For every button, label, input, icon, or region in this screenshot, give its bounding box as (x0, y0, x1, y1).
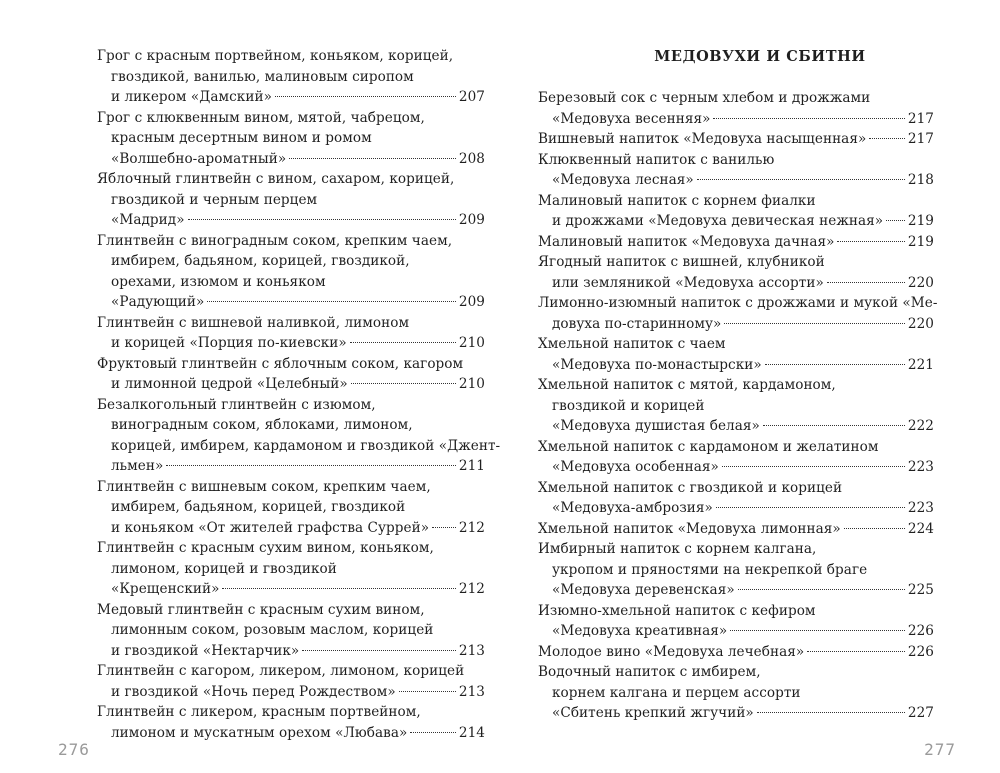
toc-page-number: 219 (907, 213, 934, 229)
dot-leader (166, 465, 456, 466)
toc-entry-title: лимоном, корицей и гвоздикой (111, 560, 337, 577)
toc-entry (538, 191, 934, 232)
toc-entry-line (97, 190, 485, 211)
toc-entry-line (97, 169, 485, 190)
toc-entry-line (97, 600, 485, 621)
toc-entry (538, 252, 934, 293)
toc-entry-title: гвоздикой и черным перцем (111, 191, 318, 208)
toc-entry-title: «Медовуха душистая белая» (552, 418, 760, 434)
toc-entry-line (538, 683, 934, 704)
toc-entry-title: Клюквенный напиток с ванилью (538, 151, 775, 168)
dot-leader (722, 466, 905, 467)
toc-entry (538, 601, 934, 642)
toc-entry-title: корицей, имбирем, кардамоном и гвоздикой «Джент- (111, 437, 501, 454)
toc-entry (538, 232, 934, 253)
dot-leader (724, 323, 905, 324)
toc-entry-title: и коньяком «От жителей графства Суррей» (111, 519, 430, 536)
toc-entry-title: и дрожжами «Медовуха девическая нежная» (552, 213, 884, 229)
toc-entry (538, 437, 934, 478)
toc-entry-line (97, 46, 485, 67)
toc-page-number: 207 (458, 89, 485, 105)
right-page (500, 0, 1000, 773)
dot-leader (844, 528, 905, 529)
toc-page-number: 210 (458, 335, 485, 351)
toc-entry-last-line (538, 273, 934, 294)
toc-page-number: 208 (458, 150, 485, 167)
toc-entry (538, 129, 934, 150)
toc-entry-title: «Крещенский» (111, 581, 220, 597)
toc-entry-last-line (97, 87, 485, 108)
toc-entry-line (97, 354, 485, 375)
toc-page-number: 217 (907, 131, 934, 147)
dot-leader (763, 425, 905, 426)
toc-entry-title: орехами, изюмом и коньяком (111, 273, 326, 290)
toc-entry-last-line (538, 129, 934, 150)
toc-page-number: 217 (907, 110, 934, 127)
section-heading: МЕДОВУХИ И СБИТНИ (654, 48, 866, 65)
toc-page-number: 220 (907, 315, 934, 332)
toc-entry (97, 354, 485, 395)
dot-leader (716, 507, 905, 508)
toc-entry (97, 313, 485, 354)
toc-entry-title: льмен» (111, 458, 164, 474)
toc-entry-line (538, 375, 934, 396)
toc-list-left (97, 46, 501, 743)
toc-entry-title: Медовый глинтвейн с красным сухим вином, (97, 601, 425, 618)
toc-page-number: 223 (907, 459, 934, 475)
toc-entry-last-line (538, 416, 934, 437)
toc-entry-title: «Медовуха весенняя» (552, 110, 711, 127)
toc-page-number: 213 (458, 683, 485, 700)
dot-leader (827, 282, 905, 283)
toc-entry-title: Молодое вино «Медовуха лечебная» (538, 643, 805, 660)
toc-entry-line (97, 251, 485, 272)
dot-leader (757, 712, 905, 713)
toc-entry-title: Хмельной напиток «Медовуха лимонная» (538, 520, 841, 537)
toc-entry-line (97, 313, 485, 334)
toc-entry-last-line (538, 519, 934, 540)
toc-entry-line (538, 396, 934, 417)
toc-entry-title: и ликером «Дамский» (111, 89, 272, 105)
toc-entry-line (97, 415, 485, 436)
toc-entry-line (97, 67, 485, 88)
toc-page-number: 225 (907, 582, 934, 598)
dot-leader (188, 219, 456, 220)
dot-leader (807, 651, 905, 652)
toc-entry-line (538, 88, 934, 109)
dot-leader (275, 96, 456, 97)
toc-entry-title: Ягодный напиток с вишней, клубникой (538, 254, 825, 270)
dot-leader (399, 691, 456, 692)
toc-entry-title: «Волшебно-ароматный» (111, 150, 287, 167)
toc-entry-title: Вишневый напиток «Медовуха насыщенная» (538, 131, 867, 147)
toc-page-number: 224 (907, 520, 934, 537)
toc-entry-title: Глинтвейн с вишневым соком, крепким чаем, (97, 478, 431, 495)
toc-entry-title: Хмельной напиток с кардамоном и желатином (538, 438, 879, 455)
toc-entry-title: Малиновый напиток «Медовуха дачная» (538, 233, 835, 250)
toc-entry (97, 600, 485, 662)
toc-entry-last-line (97, 210, 485, 231)
toc-entry-title: укропом и пряностями на некрепкой браге (552, 561, 868, 578)
toc-entry (538, 642, 934, 663)
toc-entry (97, 108, 485, 170)
dot-leader (432, 527, 456, 528)
toc-entry-line (538, 334, 934, 355)
toc-entry-title: Безалкогольный глинтвейн с изюмом, (97, 396, 376, 413)
toc-entry-title: Яблочный глинтвейн с вином, сахаром, корицей, (97, 171, 455, 187)
toc-entry-line (538, 539, 934, 560)
toc-entry-title: «Медовуха-амброзия» (552, 500, 713, 516)
toc-entry-line (97, 497, 485, 518)
toc-entry-title: «Медовуха лесная» (552, 172, 694, 188)
toc-entry (97, 702, 485, 743)
toc-entry (97, 231, 485, 313)
toc-entry-title: Хмельной напиток с гвоздикой и корицей (538, 479, 843, 496)
toc-entry-title: Хмельной напиток с чаем (538, 336, 726, 352)
toc-entry-title: и гвоздикой «Нектарчик» (111, 642, 300, 659)
toc-entry-line (97, 436, 501, 457)
toc-entry (538, 519, 934, 540)
toc-entry-last-line (538, 211, 934, 232)
toc-entry-title: Грог с клюквенным вином, мятой, чабрецом, (97, 109, 425, 126)
toc-entry (538, 539, 934, 601)
toc-entry-last-line (538, 232, 934, 253)
toc-entry-line (538, 191, 934, 212)
dot-leader (207, 301, 456, 302)
toc-entry-title: и корицей «Порция по-киевски» (111, 335, 347, 351)
dot-leader (837, 241, 904, 242)
toc-entry-line (97, 128, 485, 149)
toc-entry-line (97, 538, 485, 559)
toc-entry (97, 46, 485, 108)
toc-entry-title: виноградным соком, яблоками, лимоном, (111, 417, 413, 433)
toc-page-number: 210 (458, 376, 485, 392)
page-number-right: 277 (924, 740, 956, 759)
toc-entry-last-line (538, 457, 934, 478)
toc-page-number: 211 (458, 458, 485, 474)
toc-entry-title: или земляникой «Медовуха ассорти» (552, 274, 824, 291)
toc-entry-line (538, 478, 934, 499)
toc-entry-title: имбирем, бадьяном, корицей, гвоздикой, (111, 253, 410, 269)
toc-entry-line (538, 150, 934, 171)
toc-entry-title: Малиновый напиток с корнем фиалки (538, 192, 816, 209)
toc-page-number: 223 (907, 500, 934, 516)
toc-entry-last-line (97, 333, 485, 354)
toc-entry-title: Имбирный напиток с корнем калгана, (538, 541, 817, 557)
toc-entry-title: лимонным соком, розовым маслом, корицей (111, 622, 434, 638)
toc-page-number: 213 (458, 642, 485, 659)
toc-entry-line (97, 702, 485, 723)
toc-entry (538, 662, 934, 724)
toc-entry-line (538, 293, 938, 314)
dot-leader (765, 364, 905, 365)
toc-entry-title: лимоном и мускатным орехом «Любава» (111, 724, 408, 741)
toc-entry (538, 334, 934, 375)
dot-leader (302, 650, 456, 651)
toc-page-number: 218 (907, 172, 934, 188)
dot-leader (350, 342, 456, 343)
toc-entry-title: Глинтвейн с виноградным соком, крепким чаем, (97, 232, 453, 249)
dot-leader (289, 158, 456, 159)
toc-page-number: 212 (458, 519, 485, 536)
dot-leader (738, 589, 905, 590)
toc-entry-title: Глинтвейн с вишневой наливкой, лимоном (97, 314, 410, 331)
toc-entry-line (538, 560, 934, 581)
toc-entry-last-line (538, 109, 934, 130)
toc-entry-title: «Медовуха по-монастырски» (552, 356, 762, 373)
toc-entry-last-line (97, 579, 485, 600)
toc-entry-last-line (97, 518, 485, 539)
toc-page-number: 226 (907, 643, 934, 660)
toc-entry-title: «Медовуха креативная» (552, 623, 728, 639)
toc-entry (538, 150, 934, 191)
dot-leader (730, 630, 905, 631)
dot-leader (886, 220, 905, 221)
toc-entry-last-line (538, 355, 934, 376)
toc-entry-title: «Сбитень крепкий жгучий» (552, 705, 754, 721)
toc-entry-title: корнем калгана и перцем ассорти (552, 684, 801, 701)
toc-page-number: 221 (907, 356, 934, 373)
toc-entry-last-line (97, 641, 485, 662)
toc-entry-line (97, 231, 485, 252)
toc-page-number: 222 (907, 418, 934, 434)
toc-entry-last-line (97, 682, 485, 703)
toc-entry-title: Глинтвейн с кагором, ликером, лимоном, корицей (97, 663, 465, 679)
toc-entry-title: «Радующий» (111, 294, 205, 310)
toc-entry (97, 661, 485, 702)
toc-entry-last-line (97, 149, 485, 170)
toc-entry (538, 88, 934, 129)
toc-entry-title: «Медовуха особенная» (552, 459, 719, 475)
toc-entry-line (538, 662, 934, 683)
dot-leader (697, 179, 905, 180)
dot-leader (222, 588, 455, 589)
toc-entry-last-line (538, 703, 934, 724)
toc-entry-title: «Медовуха деревенская» (552, 582, 735, 598)
toc-entry-line (97, 559, 485, 580)
toc-entry-line (97, 395, 485, 416)
toc-entry-title: довуха по-старинному» (552, 315, 722, 332)
toc-page-number: 214 (458, 724, 485, 741)
toc-entry-last-line (538, 314, 934, 335)
toc-entry-last-line (538, 580, 934, 601)
toc-entry-line (97, 108, 485, 129)
toc-entry-last-line (538, 621, 934, 642)
toc-entry-line (97, 272, 485, 293)
toc-page-number: 209 (458, 294, 485, 310)
toc-entry-line (538, 601, 934, 622)
toc-entry-title: имбирем, бадьяном, корицей, гвоздикой (111, 499, 406, 515)
toc-entry-title: Фруктовый глинтвейн с яблочным соком, кагором (97, 355, 464, 372)
toc-entry-last-line (97, 292, 485, 313)
toc-entry-last-line (538, 498, 934, 519)
toc-page-number: 220 (907, 274, 934, 291)
toc-entry-last-line (538, 642, 934, 663)
toc-page-number: 226 (907, 623, 934, 639)
toc-entry-title: Березовый сок с черным хлебом и дрожжами (538, 90, 871, 106)
toc-entry-last-line (97, 374, 485, 395)
toc-entry-last-line (538, 170, 934, 191)
toc-entry-title: Глинтвейн с ликером, красным портвейном, (97, 704, 421, 720)
toc-entry-title: «Мадрид» (111, 212, 185, 228)
toc-entry (538, 293, 938, 334)
toc-entry-line (97, 620, 485, 641)
toc-entry-title: Водочный напиток с имбирем, (538, 664, 761, 680)
toc-entry-title: Лимонно-изюмный напиток с дрожжами и мукой «Ме- (538, 295, 938, 311)
toc-entry (538, 375, 934, 437)
toc-entry-title: Хмельной напиток с мятой, кардамоном, (538, 377, 836, 393)
toc-entry-last-line (97, 456, 485, 477)
toc-list-right (538, 88, 938, 724)
toc-entry (97, 538, 485, 600)
toc-entry-last-line (97, 723, 485, 744)
toc-entry-title: гвоздикой, ванилью, малиновым сиропом (111, 68, 414, 85)
toc-entry-line (538, 252, 934, 273)
toc-entry-title: красным десертным вином и ромом (111, 130, 372, 146)
toc-entry (97, 395, 501, 477)
toc-page-number: 209 (458, 212, 485, 228)
toc-entry-line (97, 661, 485, 682)
toc-entry-line (97, 477, 485, 498)
dot-leader (410, 732, 456, 733)
toc-entry (97, 477, 485, 539)
toc-page-number: 219 (907, 233, 934, 250)
page-number-left: 276 (58, 740, 90, 759)
toc-page-number: 227 (907, 705, 934, 721)
toc-entry (538, 478, 934, 519)
dot-leader (713, 118, 904, 119)
toc-entry (97, 169, 485, 231)
dot-leader (351, 383, 456, 384)
toc-entry-title: Грог с красным портвейном, коньяком, корицей, (97, 48, 454, 64)
toc-entry-title: гвоздикой и корицей (552, 397, 705, 414)
dot-leader (869, 138, 905, 139)
toc-entry-title: Глинтвейн с красным сухим вином, коньяком, (97, 540, 434, 556)
toc-entry-title: и гвоздикой «Ночь перед Рождеством» (111, 683, 396, 700)
toc-entry-title: Изюмно-хмельной напиток с кефиром (538, 602, 816, 619)
toc-entry-title: и лимонной цедрой «Целебный» (111, 376, 348, 392)
toc-entry-line (538, 437, 934, 458)
toc-page-number: 212 (458, 581, 485, 597)
